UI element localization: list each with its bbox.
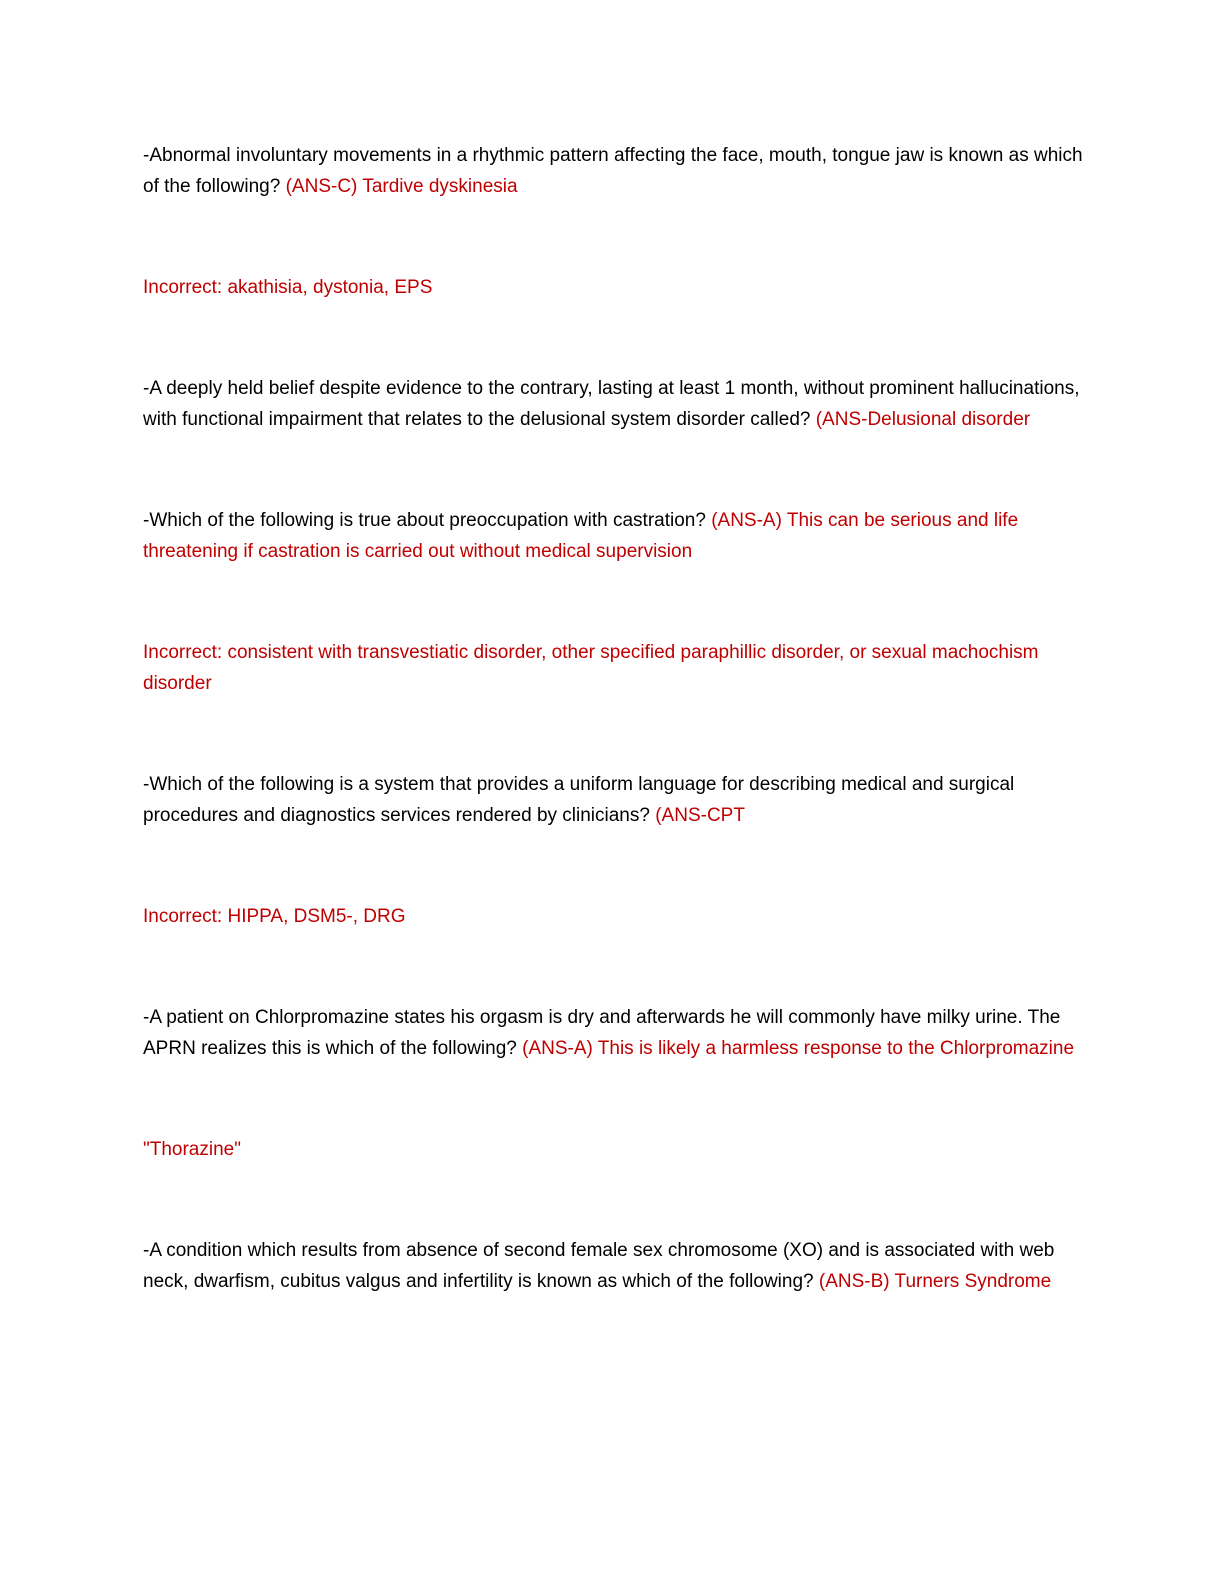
incorrect-note-1: Incorrect: akathisia, dystonia, EPS bbox=[143, 277, 433, 298]
qa-item-3 bbox=[143, 505, 1083, 567]
qa-item-5 bbox=[143, 1002, 1083, 1064]
qa-item-4 bbox=[143, 769, 1083, 831]
answer-text: (ANS-A) This is likely a harmless response to the Chlorpromazine bbox=[522, 1038, 1075, 1059]
question-text: -Which of the following is true about preoccupation with castration? bbox=[143, 510, 706, 531]
answer-text: (ANS-C) Tardive dyskinesia bbox=[285, 176, 518, 197]
qa-item-2 bbox=[143, 373, 1083, 435]
answer-text: (ANS-CPT bbox=[655, 805, 745, 826]
question-text: -A deeply held belief despite evidence to the contrary, lasting at least 1 month, without prominent hallucinations, with functional impairment that relates to the delusional system disorder called? bbox=[143, 378, 1080, 430]
document-page bbox=[143, 140, 1083, 1297]
incorrect-note-3: Incorrect: HIPPA, DSM5-, DRG bbox=[143, 906, 406, 927]
answer-text: (ANS-B) Turners Syndrome bbox=[818, 1271, 1052, 1292]
question-text: -Abnormal involuntary movements in a rhythmic pattern affecting the face, mouth, tongue jaw is known as which of the following? bbox=[143, 145, 1083, 197]
answer-text: (ANS-Delusional disorder bbox=[815, 409, 1031, 430]
incorrect-note-2: Incorrect: consistent with transvestiatic disorder, other specified paraphillic disorder, or sexual machochism disorder bbox=[143, 642, 1039, 694]
qa-item-6 bbox=[143, 1235, 1083, 1297]
question-text: -A patient on Chlorpromazine states his orgasm is dry and afterwards he will commonly have milky urine. The APRN realizes this is which of the following? bbox=[143, 1007, 1061, 1059]
answer-text: (ANS-A) This can be serious and life threatening if castration is carried out without medical supervision bbox=[143, 510, 1019, 562]
question-text: -A condition which results from absence of second female sex chromosome (XO) and is associated with web neck, dwarfism, cubitus valgus and infertility is known as which of the following? bbox=[143, 1240, 1055, 1292]
qa-item-1 bbox=[143, 140, 1083, 202]
thorazine-note: "Thorazine" bbox=[143, 1139, 241, 1160]
question-text: -Which of the following is a system that provides a uniform language for describing medical and surgical procedures and diagnostics services rendered by clinicians? bbox=[143, 774, 1015, 826]
